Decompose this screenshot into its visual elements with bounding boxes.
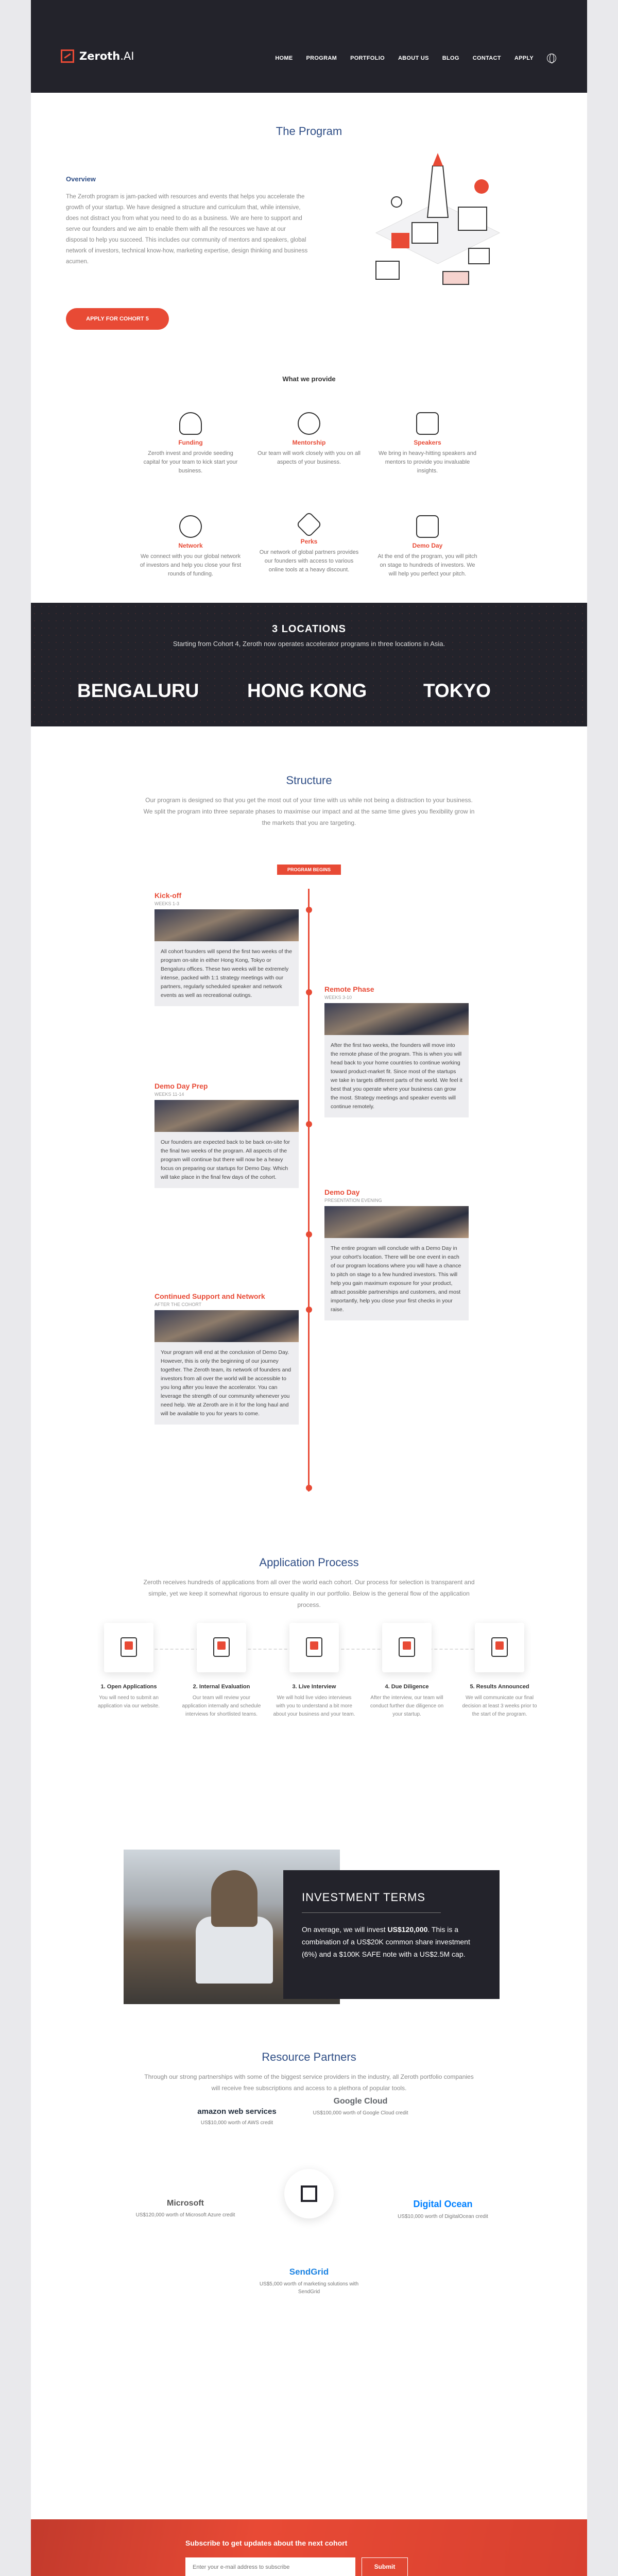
google-cloud-logo: Google Cloud [333,2097,388,2106]
partner-desc: US$100,000 worth of Google Cloud credit [313,2110,408,2116]
partner-digital-ocean [391,2199,494,2221]
timeline-dot [306,1121,312,1127]
investment-text: On average, we will invest US$120,000. This is a combination of a US$20K common share investment (6%) and a $100K SAFE note with a US$2.5M cap. [302,1925,470,1958]
timeline-dot [306,989,312,995]
evaluation-icon [197,1623,246,1672]
step-title: 1. Open Applications [100,1684,157,1690]
city-bengaluru: BENGALURU [77,680,199,701]
money-bag-icon [179,412,202,435]
logo-icon [301,2185,317,2202]
nav-program[interactable]: PROGRAM [306,55,337,61]
subscribe-title: Subscribe to get updates about the next cohort [185,2539,348,2547]
phase-card [324,985,469,1117]
provide-item [139,515,242,579]
provide-item [376,412,479,476]
nav-apply[interactable]: APPLY [514,55,534,61]
handshake-icon [475,1623,524,1672]
partner-desc: US$10,000 worth of DigitalOcean credit [398,2214,488,2219]
process-step [273,1623,355,1719]
partner-sendgrid [258,2267,360,2296]
provide-title: What we provide [282,375,336,383]
investment-terms-box [283,1870,500,1999]
phase-date: WEEKS 1-3 [154,901,180,906]
page [31,0,587,2576]
provide-item [258,412,360,467]
provide-item-title: Demo Day [412,542,443,549]
main-nav [275,54,556,63]
application-form-icon [104,1623,153,1672]
city-hong-kong: HONG KONG [247,680,367,701]
step-desc: After the interview, our team will conduct further due diligence on your startup. [370,1695,444,1717]
logo-icon [61,49,74,63]
partner-desc: US$120,000 worth of Microsoft Azure credit [135,2212,235,2218]
divider [302,1912,441,1913]
step-desc: We will hold live video interviews with you to understand a bit more about your business and your team. [273,1695,355,1717]
timeline-dot [306,1231,312,1238]
phase-photo [324,1206,469,1238]
world-map-dots [31,603,587,726]
aws-logo: amazon web services [197,2107,277,2116]
provide-item [258,515,360,574]
nav-about[interactable]: ABOUT US [398,55,429,61]
process-title: Application Process [259,1556,359,1569]
program-title: The Program [276,125,342,138]
timeline-dot [306,1307,312,1313]
investment-amount: US$120,000 [387,1925,428,1934]
phase-card [324,1188,469,1320]
phase-photo [154,909,299,941]
phase-photo [154,1310,299,1342]
step-desc: Our team will review your application internally and schedule interviews for shortlisted teams. [182,1695,261,1717]
provide-item-desc: Our network of global partners provides our founders with access to various online tools at a heavy discount. [259,549,359,573]
timeline-dot [306,1485,312,1491]
phase-date: AFTER THE COHORT [154,1302,202,1307]
logo-suffix: .AI [120,50,134,62]
process-step [88,1623,170,1710]
program-begins-tag: PROGRAM BEGINS [277,865,341,875]
phase-text: The entire program will conclude with a Demo Day in your cohort's location. There will be one event in each of our program locations where you will have a chance to pitch on stage to a few hundred investors. This will help you gain maximum exposure for your product, attract possible partnerships and customers, and most importantly, help you close your first checks in your raise. [324,1238,469,1320]
step-title: 5. Results Announced [470,1684,529,1690]
digital-ocean-logo: Digital Ocean [413,2199,473,2209]
subscribe-submit-button[interactable]: Submit [362,2557,408,2576]
partners-subtitle: Through our strong partnerships with some of the biggest service providers in the industry, all Zeroth portfolio companies will receive free subscriptions and access to a plethora of popular tools. [144,2073,474,2092]
mentorship-icon [298,412,320,435]
provide-item [139,412,242,476]
site-header [31,0,587,93]
process-step [366,1623,448,1719]
process-step [180,1623,263,1719]
apply-cohort-button[interactable]: APPLY FOR COHORT 5 [66,308,169,330]
phase-title: Remote Phase [324,985,374,993]
language-globe-icon[interactable] [547,54,556,63]
video-interview-icon [289,1623,339,1672]
phase-date: WEEKS 3-10 [324,995,352,1000]
timeline-dot [306,907,312,913]
step-title: 4. Due Diligence [385,1684,429,1690]
provide-item-title: Funding [178,439,203,446]
phase-photo [324,1003,469,1035]
program-illustration [360,145,515,300]
provide-item-title: Speakers [414,439,441,446]
partner-google-cloud [309,2097,412,2117]
tools-icon [296,512,322,538]
nav-blog[interactable]: BLOG [442,55,459,61]
phase-title: Demo Day [324,1188,360,1196]
locations-banner [31,603,587,726]
phase-text: Your program will end at the conclusion of Demo Day. However, this is only the beginning of our journey together. The Zeroth team, its network of founders and investors from all over the world will be accessible to you long after you leave the accelerator. You can leverage the strength of our community whenever you need help. We at Zeroth are in it for the long haul and will be available to you for years to come. [154,1342,299,1425]
phase-card [154,1082,299,1188]
sendgrid-logo: SendGrid [289,2267,329,2277]
provide-item-desc: We bring in heavy-hitting speakers and mentors to provide you invaluable insights. [379,450,476,474]
nav-contact[interactable]: CONTACT [472,55,501,61]
provide-item-title: Perks [300,538,318,545]
step-title: 2. Internal Evaluation [193,1684,250,1690]
microsoft-logo: Microsoft [167,2199,204,2208]
phase-card [154,1292,299,1425]
overview-heading: Overview [66,175,96,183]
provide-item-desc: At the end of the program, you will pitch on stage to hundreds of investors. We will help you perfect your pitch. [377,553,477,577]
partner-desc: US$10,000 worth of AWS credit [200,2120,273,2126]
phase-date: PRESENTATION EVENING [324,1198,382,1203]
provide-item-title: Mentorship [292,439,326,446]
process-subtitle: Zeroth receives hundreds of applications from all over the world each cohort. Our process for selection is transparent and simple, yet we keep it somewhat rigorous to ensure quality in our portfolio. Below is the general flow of the application process. [143,1579,475,1608]
step-desc: You will need to submit an application via our website. [97,1695,160,1709]
nav-home[interactable]: HOME [275,55,293,61]
structure-subtitle: Our program is designed so that you get the most out of your time with us while not being a distraction to your business. We split the program into three separate phases to maximise our impact and at the same time gives you flexibility grow in the markets that you are targeting. [143,796,475,826]
phase-title: Continued Support and Network [154,1292,265,1300]
timeline-line [308,889,310,1492]
phase-date: WEEKS 11-14 [154,1092,184,1097]
logo-name: Zeroth [79,50,121,62]
locations-title: 3 LOCATIONS [272,623,346,635]
presentation-icon [416,515,439,538]
provide-item-desc: Zeroth invest and provide seeding capital for your team to kick start your business. [143,450,238,474]
process-step [458,1623,541,1719]
investment-title: INVESTMENT TERMS [302,1891,426,1904]
provide-item-desc: We connect with you our global network of investors and help you close your first rounds of funding. [140,553,242,577]
speaker-board-icon [416,412,439,435]
network-icon [179,515,202,538]
city-tokyo: TOKYO [423,680,491,701]
phase-title: Kick-off [154,891,182,900]
phase-card [154,891,299,1006]
provide-item [376,515,479,579]
locations-subtitle: Starting from Cohort 4, Zeroth now operates accelerator programs in three locations in Asia. [173,640,445,648]
phase-photo [154,1100,299,1132]
partner-microsoft [134,2199,237,2219]
partner-desc: US$5,000 worth of marketing solutions with SendGrid [259,2281,359,2295]
phase-title: Demo Day Prep [154,1082,208,1090]
provide-item-desc: Our team will work closely with you on all aspects of your business. [258,450,360,465]
subscribe-email-input[interactable] [185,2557,355,2576]
provide-item-title: Network [178,542,203,549]
nav-portfolio[interactable]: PORTFOLIO [350,55,385,61]
magnifier-icon [382,1623,432,1672]
subscribe-band [31,2519,587,2576]
partners-title: Resource Partners [262,2050,356,2063]
phase-text: All cohort founders will spend the first two weeks of the program on-site in either Hong Kong, Tokyo or Bengaluru offices. These two weeks will be extremely intense, packed with 1:1 strategy meetings with our partners, regularly scheduled speaker and network events as well as recreational outings. [154,941,299,1006]
structure-title: Structure [286,774,332,787]
phase-text: After the first two weeks, the founders will move into the remote phase of the program. This is when you will head back to your home countries to continue working toward product-market fit. Since most of the startups we take in targets different parts of the world. We feel it best that you operate where your business can grow the most. Strategy meetings and speaker events will continue remotely. [324,1035,469,1117]
partner-aws [185,2107,288,2127]
step-title: 3. Live Interview [292,1684,336,1690]
step-desc: We will communicate our final decision at least 3 weeks prior to the start of the program. [462,1695,537,1717]
zeroth-center-logo [284,2169,334,2218]
overview-text: The Zeroth program is jam-packed with resources and events that helps you accelerate the growth of your startup. We have designed a structure and curriculum that, while intensive, does not distract you from what you need to do as a business. We are here to support and serve our founders and we aim to enable them with all the resources we have at our disposal to help you succeed. This includes our community of mentors and speakers, global network of investors, technical know-how, marketing expertise, design thinking and business acumen. [66,194,308,265]
logo[interactable] [61,49,134,63]
phase-text: Our founders are expected back to be back on-site for the final two weeks of the program. All aspects of the program will continue but there will now be a heavy focus on preparing our startups for Demo Day. Which will take place in the final few days of the cohort. [154,1132,299,1188]
